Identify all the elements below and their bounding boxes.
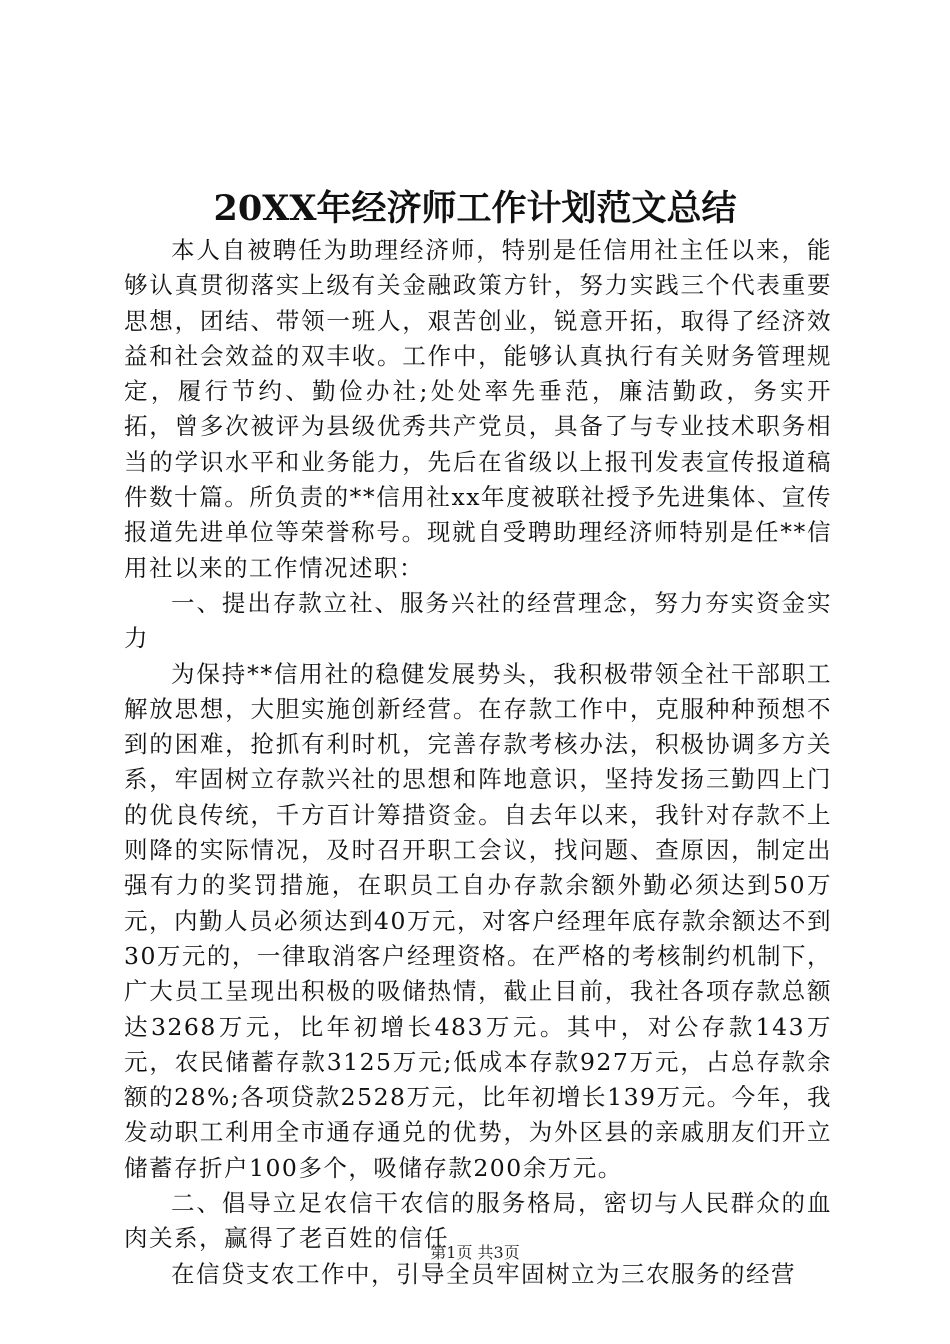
document-body <box>124 233 832 1292</box>
paragraph-section-2: 在信贷支农工作中，引导全员牢固树立为三农服务的经营 <box>171 1259 796 1288</box>
paragraph-intro: 本人自被聘任为助理经济师，特别是任信用社主任以来，能够认真贯彻落实上级有关金融政策方针，努力实践三个代表重要思想，团结、带领一班人，艰苦创业，锐意开拓，取得了经济效益和社会效益的双丰收。工作中，能够认真执行有关财务管理规定，履行节约、勤俭办社;处处率先垂范，廉洁勤政，务实开拓，曾多次被评为县级优秀共产党员，具备了与专业技术职务相当的学识水平和业务能力，先后在省级以上报刊发表宣传报道稿件数十篇。所负责的**信用社xx年度被联社授予先进集体、宣传报道先进单位等荣誉称号。现就自受聘助理经济师特别是任**信用社以来的工作情况述职： <box>124 236 832 582</box>
paragraph-section-1: 为保持**信用社的稳健发展势头，我积极带领全社干部职工解放思想，大胆实施创新经营。在存款工作中，克服种种预想不到的困难，抢抓有利时机，完善存款考核办法，积极协调多方关系，牢固树立存款兴社的思想和阵地意识，坚持发扬三勤四上门的优良传统，千方百计筹措资金。自去年以来，我针对存款不上则降的实际情况，及时召开职工会议，找问题、查原因，制定出强有力的奖罚措施，在职员工自办存款余额外勤必须达到50万元，内勤人员必须达到40万元，对客户经理年底存款余额达不到30万元的，一律取消客户经理资格。在严格的考核制约机制下，广大员工呈现出积极的吸储热情，截止目前，我社各项存款总额达3268万元，比年初增长483万元。其中，对公存款143万元，农民储蓄存款3125万元;低成本存款927万元，占总存款余额的28%;各项贷款2528万元，比年初增长139万元。今年，我发动职工利用全市通存通兑的优势，为外区县的亲戚朋友们开立储蓄存折户100多个，吸储存款200余万元。 <box>124 659 832 1182</box>
section-heading-1: 一、提出存款立社、服务兴社的经营理念，努力夯实资金实力 <box>124 588 832 653</box>
document-title: 20XX年经济师工作计划范文总结 <box>213 188 737 229</box>
section-heading-2: 二、倡导立足农信干农信的服务格局，密切与人民群众的血肉关系，赢得了老百姓的信任 <box>124 1189 832 1253</box>
page-footer: 第1页 共3页 <box>430 1243 520 1262</box>
